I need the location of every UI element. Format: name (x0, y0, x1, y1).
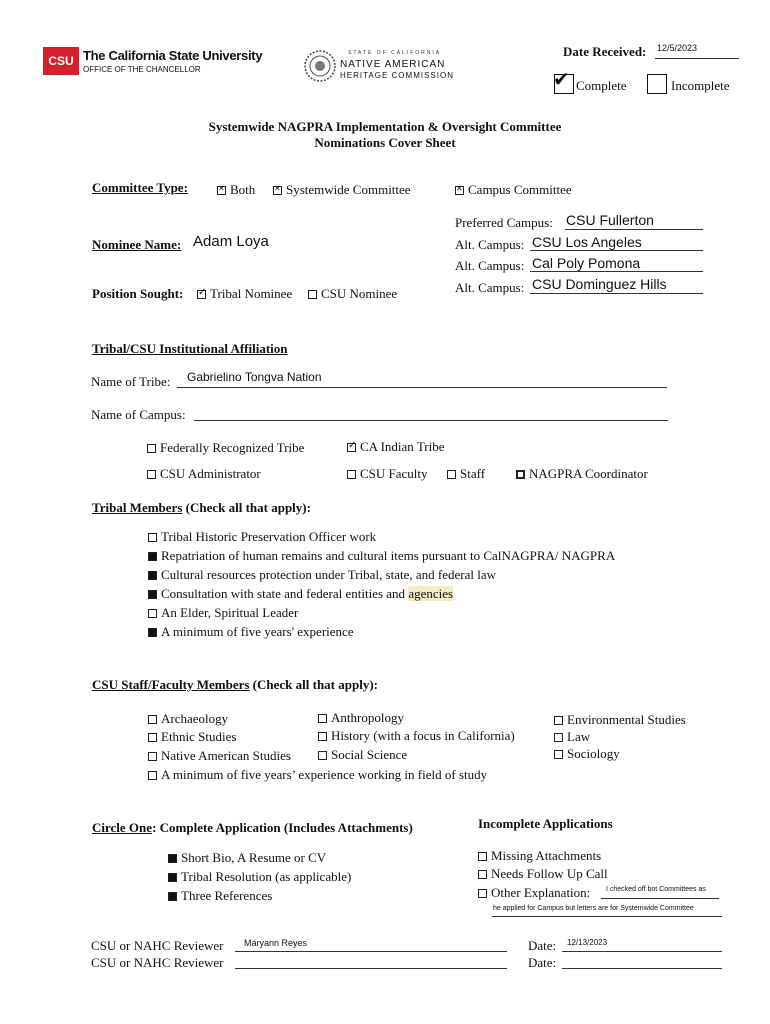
alt-campus-1-value[interactable]: CSU Los Angeles (532, 234, 642, 250)
date-received-value[interactable]: 12/5/2023 (657, 43, 698, 53)
tribe-name-line (177, 387, 667, 388)
checkbox-icon[interactable] (318, 751, 327, 760)
checkbox-icon[interactable] (147, 444, 156, 453)
reviewer-2-field[interactable] (235, 968, 507, 969)
checkbox-icon[interactable] (148, 609, 157, 618)
reviewer-1-value[interactable]: Maryann Reyes (244, 938, 308, 948)
checkbox-icon[interactable] (478, 889, 487, 898)
list-item-label: Anthropology (331, 710, 404, 725)
discipline-item[interactable] (554, 746, 620, 762)
list-item-label: Cultural resources protection under Tribal, state, and federal law (161, 567, 497, 582)
staff-members-title: CSU Staff/Faculty Members (92, 677, 250, 692)
affiliation-heading: Tribal/CSU Institutional Affiliation (92, 341, 288, 356)
preferred-campus-value[interactable]: CSU Fullerton (566, 212, 654, 228)
list-item-label: Missing Attachments (491, 848, 602, 863)
list-item-label: Sociology (567, 746, 620, 761)
campus-name-label: Name of Campus: (91, 407, 186, 422)
list-item-label: Law (567, 729, 591, 744)
committee-both-option[interactable] (217, 182, 255, 198)
date-received-line (655, 58, 739, 59)
committee-systemwide-option[interactable] (273, 182, 411, 198)
date-2-field[interactable] (562, 968, 722, 969)
nahc-logo-top: STATE OF CALIFORNIA (348, 50, 442, 56)
position-tribal-option[interactable] (197, 286, 292, 302)
checkbox-icon[interactable] (554, 733, 563, 742)
list-item-label: Three References (181, 888, 273, 903)
tribal-nominee-label: Tribal Nominee (210, 286, 293, 301)
incomplete-label: Incomplete (671, 78, 730, 93)
ca-indian-tribe-option[interactable] (347, 439, 445, 455)
list-item-label: A minimum of five years’ experience working in field of study (161, 767, 488, 782)
ca-indian-tribe-label: CA Indian Tribe (360, 439, 445, 454)
staff-members-heading (92, 677, 378, 693)
tribal-member-item[interactable] (148, 605, 298, 621)
nahc-seal-icon (304, 50, 336, 82)
list-item-label: Consultation with state and federal entities and (161, 586, 409, 601)
complete-app-item[interactable] (168, 850, 326, 866)
staff-label: Staff (460, 466, 486, 481)
csu-admin-option[interactable] (147, 466, 261, 482)
checkbox-icon[interactable] (148, 590, 157, 599)
position-csu-option[interactable] (308, 286, 397, 302)
discipline-item[interactable] (318, 728, 515, 744)
nahc-logo-line2: HERITAGE COMMISSION (340, 71, 454, 80)
checkbox-icon[interactable] (455, 186, 464, 195)
checkbox-icon[interactable] (168, 892, 177, 901)
complete-app-item[interactable] (168, 888, 272, 904)
checkbox-icon[interactable] (168, 873, 177, 882)
list-item-label: Environmental Studies (567, 712, 686, 727)
list-item-label: Social Science (331, 747, 408, 762)
list-item-label: Tribal Resolution (as applicable) (181, 869, 352, 884)
both-label: Both (230, 182, 256, 197)
discipline-item[interactable] (148, 729, 236, 745)
alt-campus-2-value[interactable]: Cal Poly Pomona (532, 255, 641, 271)
reviewer-2-label: CSU or NAHC Reviewer (91, 955, 224, 970)
checkbox-icon[interactable] (478, 870, 487, 879)
checkbox-icon[interactable] (148, 628, 157, 637)
csu-admin-label: CSU Administrator (160, 466, 261, 481)
systemwide-label: Systemwide Committee (286, 182, 411, 197)
tribal-members-title: Tribal Members (92, 500, 183, 515)
discipline-item[interactable] (554, 712, 686, 728)
reviewer-1-line (235, 951, 507, 952)
federal-tribe-option[interactable] (147, 440, 304, 456)
preferred-campus-label: Preferred Campus: (455, 215, 553, 230)
tribe-name-label: Name of Tribe: (91, 374, 171, 389)
checkbox-icon[interactable] (148, 571, 157, 580)
date-2-label: Date: (528, 955, 557, 970)
incomplete-app-item[interactable] (478, 866, 608, 882)
checkbox-icon[interactable] (148, 733, 157, 742)
preferred-campus-line (565, 229, 703, 230)
checkmark-icon: ✔ (553, 69, 570, 91)
tribe-name-value[interactable]: Gabrielino Tongva Nation (187, 370, 322, 384)
incomplete-app-item[interactable] (478, 885, 590, 901)
position-sought-label: Position Sought: (92, 286, 184, 301)
checkbox-icon[interactable] (148, 771, 157, 780)
incomplete-checkbox[interactable] (647, 74, 667, 94)
alt-campus-3-value[interactable]: CSU Dominguez Hills (532, 276, 667, 292)
explanation-line (601, 898, 719, 899)
discipline-item[interactable] (318, 710, 404, 726)
date-1-value[interactable]: 12/13/2023 (567, 938, 608, 947)
checkbox-icon[interactable] (318, 732, 327, 741)
csu-faculty-label: CSU Faculty (360, 466, 428, 481)
csu-logo-mark: CSU (43, 47, 79, 75)
tribal-member-item[interactable] (148, 586, 453, 602)
date-received-label: Date Received: (563, 44, 647, 59)
highlighted-text: agencies (408, 586, 454, 601)
staff-members-suffix: (Check all that apply): (249, 677, 378, 692)
complete-app-item[interactable] (168, 869, 351, 885)
alt-campus-label: Alt. Campus: (455, 237, 525, 252)
checkbox-icon[interactable] (148, 533, 157, 542)
discipline-item[interactable] (318, 747, 407, 763)
list-item-label: Short Bio, A Resume or CV (181, 850, 327, 865)
list-item-label: Needs Follow Up Call (491, 866, 608, 881)
list-item-label: Native American Studies (161, 748, 291, 763)
checkbox-icon[interactable] (516, 470, 525, 479)
reviewer-1-label: CSU or NAHC Reviewer (91, 938, 224, 953)
experience-item[interactable] (148, 767, 487, 783)
committee-campus-option[interactable] (455, 182, 572, 198)
incomplete-app-item[interactable] (478, 848, 601, 864)
nahc-logo-line1: NATIVE AMERICAN (340, 59, 446, 70)
alt-campus-line (530, 271, 703, 272)
checkbox-icon[interactable] (308, 290, 317, 299)
list-item-label: Other Explanation: (491, 885, 591, 900)
nominee-name-label: Nominee Name: (92, 237, 182, 252)
federal-tribe-label: Federally Recognized Tribe (160, 440, 305, 455)
committee-type-label: Committee Type: (92, 180, 188, 195)
checkbox-icon[interactable] (318, 714, 327, 723)
date-1-line (562, 951, 722, 952)
nominee-name-value[interactable]: Adam Loya (193, 233, 269, 250)
csu-faculty-option[interactable] (347, 466, 428, 482)
page-title: Systemwide NAGPRA Implementation & Oversight Committee (208, 119, 562, 134)
complete-application-heading (92, 820, 413, 836)
checkbox-icon[interactable] (197, 290, 206, 299)
staff-option[interactable] (447, 466, 485, 482)
list-item-label: An Elder, Spiritual Leader (161, 605, 299, 620)
discipline-item[interactable] (148, 748, 291, 764)
nagpra-coordinator-option[interactable] (516, 466, 648, 482)
complete-label: Complete (576, 78, 627, 93)
tribal-members-suffix: (Check all that apply): (182, 500, 311, 515)
date-1-label: Date: (528, 938, 557, 953)
checkbox-icon[interactable] (148, 552, 157, 561)
csu-logo-subtitle: OFFICE OF THE CHANCELLOR (83, 65, 201, 74)
discipline-item[interactable] (148, 711, 228, 727)
nagpra-coordinator-label: NAGPRA Coordinator (529, 466, 648, 481)
list-item-label: A minimum of five years' experience (161, 624, 354, 639)
alt-campus-label: Alt. Campus: (455, 280, 525, 295)
alt-campus-line (530, 293, 703, 294)
list-item-label: Archaeology (161, 711, 229, 726)
tribal-members-heading (92, 500, 311, 516)
csu-logo-title: The California State University (83, 48, 263, 63)
page-subtitle: Nominations Cover Sheet (314, 135, 456, 150)
explanation-value-line1[interactable]: I checked off bot Committees as (606, 886, 706, 893)
checkbox-icon[interactable] (554, 750, 563, 759)
list-item-label: History (with a focus in California) (331, 728, 515, 743)
checkbox-icon[interactable] (148, 752, 157, 761)
complete-application-suffix: : Complete Application (Includes Attachments) (152, 820, 413, 835)
csu-nominee-label: CSU Nominee (321, 286, 398, 301)
checkbox-icon[interactable] (273, 186, 282, 195)
tribal-member-item[interactable] (148, 567, 496, 583)
list-item-label: Repatriation of human remains and cultural items pursuant to CalNAGPRA/ NAGPRA (161, 548, 616, 563)
discipline-item[interactable] (554, 729, 590, 745)
checkbox-icon[interactable] (147, 470, 156, 479)
campus-committee-label: Campus Committee (468, 182, 572, 197)
checkbox-icon[interactable] (168, 854, 177, 863)
explanation-value-line2[interactable]: he applied for Campus but letters are for Systemwide Committee (493, 905, 694, 912)
checkbox-icon[interactable] (148, 715, 157, 724)
circle-one-label: Circle One (92, 820, 153, 835)
alt-campus-line (530, 250, 703, 251)
list-item-label: Ethnic Studies (161, 729, 237, 744)
tribal-member-item[interactable] (148, 548, 615, 564)
list-item-label: Tribal Historic Preservation Officer work (161, 529, 377, 544)
checkbox-icon[interactable] (347, 443, 356, 452)
incomplete-applications-heading: Incomplete Applications (478, 816, 613, 831)
explanation-line (492, 916, 722, 917)
checkbox-icon[interactable] (478, 852, 487, 861)
checkbox-icon[interactable] (347, 470, 356, 479)
checkbox-icon[interactable] (554, 716, 563, 725)
checkbox-icon[interactable] (447, 470, 456, 479)
campus-name-field[interactable] (194, 420, 668, 421)
checkbox-icon[interactable] (217, 186, 226, 195)
tribal-member-item[interactable] (148, 624, 354, 640)
alt-campus-label: Alt. Campus: (455, 258, 525, 273)
tribal-member-item[interactable] (148, 529, 376, 545)
